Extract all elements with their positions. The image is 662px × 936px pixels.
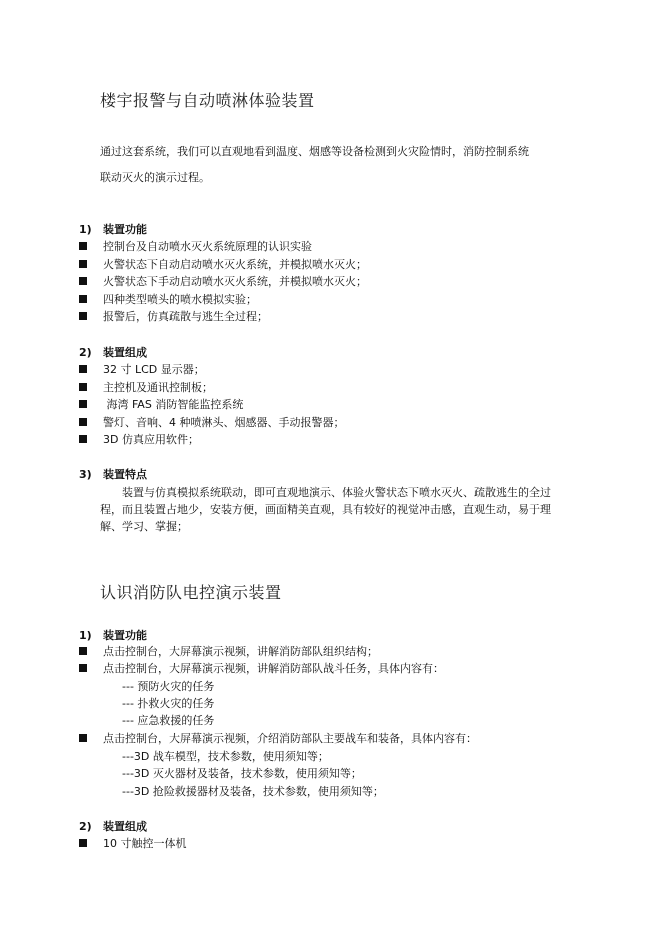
intro-paragraph (100, 139, 570, 191)
bullet-icon (79, 734, 87, 742)
heading-number: 2) (79, 820, 92, 833)
bullet-icon (79, 242, 87, 250)
bullet-icon (79, 664, 87, 672)
heading-number: 1) (79, 223, 92, 236)
features-paragraph: 装置与仿真模拟系统联动，即可直观地演示、体验火警状态下喷水灭火、疏散逃生的全过程，而且装置占地少，安装方便，画面精美直观，具有较好的视觉冲击感，直观生动，易于理解、学习、掌握； (100, 486, 551, 533)
section-title-alarm-sprinkler: 楼宇报警与自动喷淋体验装置 (100, 91, 315, 110)
bullet-icon (79, 647, 87, 655)
heading-number: 3) (79, 468, 92, 481)
bullet-icon (79, 365, 87, 373)
bullet-icon (79, 435, 87, 443)
heading-label: 装置组成 (103, 820, 147, 833)
bullet-icon (79, 383, 87, 391)
heading-label: 装置功能 (103, 223, 147, 236)
intro-line-2: 联动灭火的演示过程。 (100, 171, 210, 184)
bullet-icon (79, 418, 87, 426)
heading-label: 装置组成 (103, 346, 147, 359)
bullet-icon (79, 277, 87, 285)
document-page: 楼宇报警与自动喷淋体验装置 通过这套系统，我们可以直观地看到温度、烟感等设备检测到火灾险情时，消防控制系统 联动灭火的演示过程。 1) 装置功能 控制台及自动喷水灭火系统原理的认识实验 火警状态下自动启动喷水灭火系统，并模拟喷水灭火； 火警状态下手动启动喷水灭火系统，并模拟喷水灭火； 四种类型喷头的喷水模拟实验； 报警后，仿真疏散与逃生全过程； 2) 装置组成 32 寸 LCD 显示器； 主控机及通讯控制板； 海湾 FAS 消防智能监控系统 警灯、音响、4 种喷淋头、烟感器、手动报警器； 3D 仿真应用软件； 3) 装置特点 装置与仿真模拟系统联动，即可直观地演示、体验火警状态下喷水灭火、疏散逃生的全过程，而且装置占地少，安装方便，画面精美直观，具有较好的视觉冲击感，直观生动，易于理解、学习、掌握； 认识消防队电控演示装置 1) 装置功能 点击控制台，大屏幕演示视频，讲解消防部队组织结构； 点击控制台，大屏幕演示视频，讲解消防部队战斗任务，具体内容有： --- 预防火灾的任务 --- 扑救火灾的任务 --- 应急救援的任务 点击控制台，大屏幕演示视频，介绍消防部队主要战车和装备，具体内容有： ---3D 战车模型，技术参数，使用须知等； ---3D 灭火器材及装备，技术参数，使用须知等； ---3D 抢险救援器材及装备，技术参数，使用须知等； 2) 装置组成 10 寸触控一体机 (0, 0, 662, 936)
bullet-icon (79, 260, 87, 268)
bullet-icon (79, 839, 87, 847)
heading-number: 1) (79, 629, 92, 642)
heading-number: 2) (79, 346, 92, 359)
heading-label: 装置功能 (103, 629, 147, 642)
bullet-icon (79, 312, 87, 320)
heading-label: 装置特点 (103, 468, 147, 481)
section-title-fire-brigade: 认识消防队电控演示装置 (100, 583, 282, 602)
bullet-icon (79, 295, 87, 303)
bullet-icon (79, 400, 87, 408)
intro-line-1: 通过这套系统，我们可以直观地看到温度、烟感等设备检测到火灾险情时，消防控制系统 (100, 145, 529, 158)
